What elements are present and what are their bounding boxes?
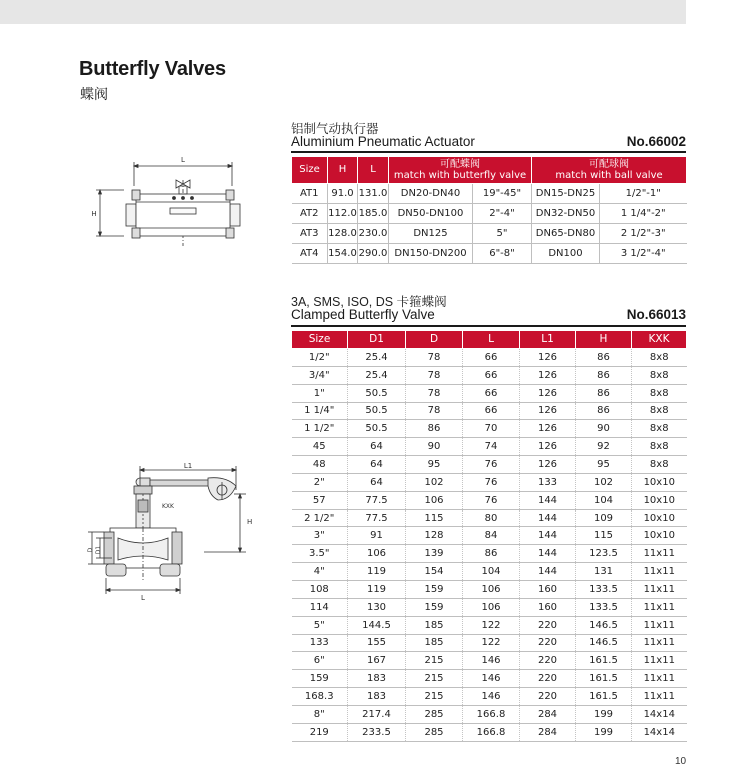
- clamped-table-cell: 119: [348, 563, 406, 581]
- clamped-table-cell: 45: [292, 438, 348, 456]
- clamped-table-cell: 8": [292, 705, 348, 723]
- actuator-header-ball: [532, 157, 687, 184]
- actuator-table-cell: 128.0: [328, 224, 358, 244]
- actuator-table-cell: DN15-DN25: [532, 184, 600, 204]
- clamped-table-cell: 66: [463, 384, 520, 402]
- clamped-table-cell: 8x8: [632, 366, 687, 384]
- actuator-title-en: Aluminium Pneumatic Actuator: [291, 134, 475, 149]
- clamped-table-cell: 11x11: [632, 563, 687, 581]
- clamped-table-cell: 126: [520, 384, 576, 402]
- clamped-table-cell: 185: [406, 616, 463, 634]
- clamped-table-cell: 3": [292, 527, 348, 545]
- actuator-table-cell: 3 1/2"-4": [600, 244, 687, 264]
- actuator-table-cell: 290.0: [358, 244, 389, 264]
- clamped-table-cell: 109: [576, 509, 632, 527]
- clamped-table-cell: 86: [576, 402, 632, 420]
- clamped-table-cell: 219: [292, 723, 348, 741]
- clamped-table-row: [292, 491, 687, 509]
- clamped-table-row: [292, 420, 687, 438]
- actuator-table-cell: 1/2"-1": [600, 184, 687, 204]
- clamped-table-row: [292, 545, 687, 563]
- actuator-table-cell: DN50-DN100: [389, 204, 473, 224]
- clamped-table-cell: 25.4: [348, 349, 406, 367]
- clamped-table-cell: 131: [576, 563, 632, 581]
- actuator-table-cell: 2 1/2"-3": [600, 224, 687, 244]
- actuator-header-l: L: [358, 157, 389, 184]
- clamped-table-cell: 11x11: [632, 634, 687, 652]
- clamped-table-cell: 95: [406, 456, 463, 474]
- clamped-table-cell: 84: [463, 527, 520, 545]
- clamped-table-cell: 154: [406, 563, 463, 581]
- clamped-table-cell: 6": [292, 652, 348, 670]
- clamped-table-cell: 11x11: [632, 652, 687, 670]
- clamped-table-cell: 119: [348, 580, 406, 598]
- clamped-table-cell: 66: [463, 366, 520, 384]
- clamped-table-cell: 168.3: [292, 688, 348, 706]
- clamped-table-cell: 11x11: [632, 688, 687, 706]
- clamped-table-cell: 144: [520, 509, 576, 527]
- clamped-table-cell: 215: [406, 652, 463, 670]
- clamped-table-cell: 1 1/2": [292, 420, 348, 438]
- actuator-number: No.66002: [626, 134, 686, 149]
- clamped-table-cell: 167: [348, 652, 406, 670]
- clamped-drawing-label-d: D: [87, 547, 94, 553]
- clamped-table-cell: 220: [520, 652, 576, 670]
- clamped-table-cell: 220: [520, 688, 576, 706]
- page-subtitle: 蝶阀: [80, 86, 108, 102]
- clamped-table-cell: 160: [520, 580, 576, 598]
- clamped-table-cell: 104: [576, 491, 632, 509]
- clamped-table-cell: 95: [576, 456, 632, 474]
- clamped-table-cell: 8x8: [632, 420, 687, 438]
- actuator-table-cell: 185.0: [358, 204, 389, 224]
- clamped-drawing-label-h: H: [247, 518, 253, 526]
- clamped-table-row: [292, 509, 687, 527]
- clamped-table-row: [292, 580, 687, 598]
- clamped-header-cell: Size: [292, 331, 348, 349]
- clamped-table-cell: 74: [463, 438, 520, 456]
- actuator-table: [291, 156, 687, 264]
- actuator-table-cell: DN32-DN50: [532, 204, 600, 224]
- clamped-table-cell: 14x14: [632, 723, 687, 741]
- clamped-table-cell: 8x8: [632, 349, 687, 367]
- clamped-table-cell: 233.5: [348, 723, 406, 741]
- clamped-drawing-label-l: L: [141, 594, 145, 602]
- clamped-table-cell: 102: [576, 473, 632, 491]
- clamped-table-cell: 220: [520, 634, 576, 652]
- clamped-table-cell: 115: [406, 509, 463, 527]
- clamped-table-row: [292, 527, 687, 545]
- clamped-table-cell: 199: [576, 723, 632, 741]
- clamped-table-cell: 25.4: [348, 366, 406, 384]
- clamped-table-cell: 285: [406, 723, 463, 741]
- clamped-table-cell: 4": [292, 563, 348, 581]
- clamped-header-cell: H: [576, 331, 632, 349]
- clamped-table-cell: 66: [463, 402, 520, 420]
- clamped-header-cell: L: [463, 331, 520, 349]
- clamped-table-cell: 90: [576, 420, 632, 438]
- clamped-table-cell: 155: [348, 634, 406, 652]
- clamped-table-cell: 78: [406, 402, 463, 420]
- actuator-drawing-label-h: H: [91, 210, 97, 218]
- clamped-table-row: [292, 438, 687, 456]
- clamped-table-cell: 199: [576, 705, 632, 723]
- actuator-table-cell: 19"-45": [473, 184, 532, 204]
- actuator-rule: [291, 151, 686, 153]
- actuator-header-size: Size: [292, 157, 328, 184]
- clamped-table-cell: 10x10: [632, 491, 687, 509]
- clamped-table-cell: 220: [520, 670, 576, 688]
- clamped-table-cell: 10x10: [632, 527, 687, 545]
- clamped-table-row: [292, 598, 687, 616]
- clamped-table-cell: 92: [576, 438, 632, 456]
- clamped-table-cell: 126: [520, 366, 576, 384]
- clamped-table-cell: 166.8: [463, 723, 520, 741]
- clamped-table-cell: 76: [463, 473, 520, 491]
- clamped-table-row: [292, 349, 687, 367]
- actuator-table-row: [292, 244, 687, 264]
- clamped-table-cell: 108: [292, 580, 348, 598]
- clamped-header-cell: D: [406, 331, 463, 349]
- clamped-table-cell: 144: [520, 491, 576, 509]
- clamped-table-row: [292, 652, 687, 670]
- clamped-table-cell: 1": [292, 384, 348, 402]
- actuator-table-cell: DN100: [532, 244, 600, 264]
- clamped-table-cell: 160: [520, 598, 576, 616]
- clamped-table-cell: 57: [292, 491, 348, 509]
- clamped-table-cell: 284: [520, 723, 576, 741]
- clamped-table-cell: 77.5: [348, 509, 406, 527]
- clamped-table-cell: 146.5: [576, 616, 632, 634]
- clamped-table-cell: 50.5: [348, 402, 406, 420]
- clamped-table-cell: 2 1/2": [292, 509, 348, 527]
- clamped-table-cell: 146: [463, 652, 520, 670]
- clamped-table-row: [292, 616, 687, 634]
- clamped-table-cell: 77.5: [348, 491, 406, 509]
- actuator-table-cell: AT2: [292, 204, 328, 224]
- clamped-drawing-label-kxk: KXK: [162, 503, 174, 510]
- clamped-table-cell: 3.5": [292, 545, 348, 563]
- clamped-table-cell: 102: [406, 473, 463, 491]
- clamped-title-en: Clamped Butterfly Valve: [291, 307, 435, 322]
- clamped-table-cell: 217.4: [348, 705, 406, 723]
- clamped-table-cell: 3/4": [292, 366, 348, 384]
- actuator-drawing: [88, 150, 258, 260]
- clamped-table-cell: 80: [463, 509, 520, 527]
- actuator-table-cell: DN150-DN200: [389, 244, 473, 264]
- actuator-table-cell: AT4: [292, 244, 328, 264]
- clamped-table-cell: 215: [406, 670, 463, 688]
- actuator-table-cell: DN125: [389, 224, 473, 244]
- clamped-table-cell: 115: [576, 527, 632, 545]
- clamped-table-cell: 78: [406, 384, 463, 402]
- clamped-table-cell: 133: [292, 634, 348, 652]
- clamped-table-cell: 11x11: [632, 616, 687, 634]
- clamped-drawing-label-d1: D1: [95, 545, 102, 555]
- clamped-table-cell: 215: [406, 688, 463, 706]
- clamped-table-cell: 11x11: [632, 670, 687, 688]
- clamped-table-cell: 5": [292, 616, 348, 634]
- actuator-table-cell: 2"-4": [473, 204, 532, 224]
- clamped-table-cell: 64: [348, 473, 406, 491]
- page-number: 10: [675, 756, 687, 767]
- clamped-table-cell: 133: [520, 473, 576, 491]
- clamped-table-cell: 144: [520, 545, 576, 563]
- clamped-table-row: [292, 723, 687, 741]
- clamped-table-cell: 122: [463, 616, 520, 634]
- actuator-table-cell: DN20-DN40: [389, 184, 473, 204]
- clamped-header-cell: KXK: [632, 331, 687, 349]
- clamped-table-cell: 126: [520, 456, 576, 474]
- clamped-table-row: [292, 670, 687, 688]
- clamped-header-cell: L1: [520, 331, 576, 349]
- clamped-table-cell: 146: [463, 688, 520, 706]
- actuator-table-cell: AT1: [292, 184, 328, 204]
- clamped-table-cell: 285: [406, 705, 463, 723]
- clamped-table-cell: 66: [463, 349, 520, 367]
- clamped-table-row: [292, 705, 687, 723]
- clamped-table-cell: 146.5: [576, 634, 632, 652]
- actuator-table-cell: 5": [473, 224, 532, 244]
- actuator-table-cell: 1 1/4"-2": [600, 204, 687, 224]
- clamped-table: [291, 330, 687, 742]
- clamped-table-cell: 86: [576, 384, 632, 402]
- clamped-table-cell: 86: [406, 420, 463, 438]
- actuator-table-cell: AT3: [292, 224, 328, 244]
- clamped-title-cn: 3A, SMS, ISO, DS 卡箍蝶阀: [291, 295, 447, 309]
- clamped-table-cell: 86: [576, 349, 632, 367]
- actuator-header-ball-cn: 可配球阀: [589, 158, 629, 170]
- clamped-table-row: [292, 366, 687, 384]
- clamped-table-cell: 8x8: [632, 402, 687, 420]
- actuator-header-h: H: [328, 157, 358, 184]
- clamped-table-cell: 114: [292, 598, 348, 616]
- clamped-table-cell: 144: [520, 563, 576, 581]
- actuator-table-cell: DN65-DN80: [532, 224, 600, 244]
- top-band: [0, 0, 686, 24]
- clamped-table-row: [292, 473, 687, 491]
- clamped-table-cell: 86: [576, 366, 632, 384]
- clamped-table-cell: 86: [463, 545, 520, 563]
- clamped-table-cell: 2": [292, 473, 348, 491]
- clamped-table-cell: 123.5: [576, 545, 632, 563]
- actuator-table-cell: 91.0: [328, 184, 358, 204]
- clamped-table-row: [292, 634, 687, 652]
- actuator-header-butterfly-cn: 可配蝶阀: [440, 158, 480, 170]
- actuator-header-butterfly: [389, 157, 532, 184]
- clamped-drawing-label-l1: L1: [183, 462, 193, 470]
- clamped-table-cell: 10x10: [632, 473, 687, 491]
- clamped-table-cell: 183: [348, 688, 406, 706]
- clamped-table-cell: 144.5: [348, 616, 406, 634]
- clamped-table-cell: 64: [348, 438, 406, 456]
- clamped-table-cell: 76: [463, 456, 520, 474]
- actuator-table-row: [292, 224, 687, 244]
- clamped-table-cell: 8x8: [632, 456, 687, 474]
- clamped-table-cell: 122: [463, 634, 520, 652]
- clamped-table-cell: 126: [520, 420, 576, 438]
- clamped-table-cell: 14x14: [632, 705, 687, 723]
- clamped-table-cell: 128: [406, 527, 463, 545]
- clamped-table-cell: 106: [406, 491, 463, 509]
- clamped-number: No.66013: [626, 307, 686, 322]
- actuator-table-row: [292, 204, 687, 224]
- clamped-table-row: [292, 563, 687, 581]
- clamped-table-cell: 185: [406, 634, 463, 652]
- clamped-table-cell: 126: [520, 349, 576, 367]
- clamped-table-cell: 284: [520, 705, 576, 723]
- clamped-drawing: [84, 460, 264, 620]
- clamped-table-cell: 11x11: [632, 545, 687, 563]
- clamped-table-cell: 10x10: [632, 509, 687, 527]
- clamped-table-cell: 166.8: [463, 705, 520, 723]
- clamped-table-cell: 90: [406, 438, 463, 456]
- clamped-table-cell: 50.5: [348, 420, 406, 438]
- actuator-table-cell: 6"-8": [473, 244, 532, 264]
- clamped-table-row: [292, 402, 687, 420]
- clamped-table-cell: 126: [520, 402, 576, 420]
- clamped-table-cell: 133.5: [576, 598, 632, 616]
- clamped-rule: [291, 325, 686, 327]
- actuator-table-cell: 230.0: [358, 224, 389, 244]
- actuator-table-row: [292, 184, 687, 204]
- clamped-table-cell: 126: [520, 438, 576, 456]
- clamped-table-cell: 106: [463, 580, 520, 598]
- clamped-table-cell: 183: [348, 670, 406, 688]
- actuator-table-cell: 154.0: [328, 244, 358, 264]
- clamped-table-cell: 8x8: [632, 438, 687, 456]
- clamped-table-cell: 70: [463, 420, 520, 438]
- clamped-table-cell: 146: [463, 670, 520, 688]
- clamped-table-cell: 11x11: [632, 598, 687, 616]
- clamped-table-cell: 133.5: [576, 580, 632, 598]
- clamped-table-cell: 48: [292, 456, 348, 474]
- clamped-table-cell: 1/2": [292, 349, 348, 367]
- clamped-table-cell: 144: [520, 527, 576, 545]
- clamped-table-cell: 8x8: [632, 384, 687, 402]
- clamped-table-cell: 1 1/4": [292, 402, 348, 420]
- clamped-table-row: [292, 384, 687, 402]
- clamped-table-cell: 220: [520, 616, 576, 634]
- clamped-table-cell: 104: [463, 563, 520, 581]
- clamped-table-cell: 11x11: [632, 580, 687, 598]
- clamped-table-cell: 161.5: [576, 688, 632, 706]
- actuator-drawing-label-l: L: [181, 156, 185, 164]
- clamped-table-cell: 161.5: [576, 670, 632, 688]
- clamped-table-cell: 106: [348, 545, 406, 563]
- clamped-table-row: [292, 688, 687, 706]
- clamped-table-cell: 64: [348, 456, 406, 474]
- clamped-table-cell: 159: [406, 580, 463, 598]
- actuator-title-cn: 铝制气动执行器: [291, 122, 379, 136]
- clamped-table-cell: 159: [406, 598, 463, 616]
- actuator-table-cell: 112.0: [328, 204, 358, 224]
- clamped-table-cell: 159: [292, 670, 348, 688]
- clamped-table-cell: 130: [348, 598, 406, 616]
- page-title: Butterfly Valves: [79, 58, 226, 80]
- clamped-header-cell: D1: [348, 331, 406, 349]
- clamped-table-row: [292, 456, 687, 474]
- actuator-table-cell: 131.0: [358, 184, 389, 204]
- clamped-table-cell: 161.5: [576, 652, 632, 670]
- clamped-table-cell: 91: [348, 527, 406, 545]
- clamped-table-cell: 50.5: [348, 384, 406, 402]
- clamped-table-cell: 78: [406, 349, 463, 367]
- clamped-table-cell: 78: [406, 366, 463, 384]
- clamped-table-cell: 139: [406, 545, 463, 563]
- actuator-header-butterfly-en: match with butterfly valve: [393, 170, 527, 181]
- actuator-header-ball-en: match with ball valve: [555, 170, 663, 181]
- clamped-table-cell: 76: [463, 491, 520, 509]
- clamped-table-cell: 106: [463, 598, 520, 616]
